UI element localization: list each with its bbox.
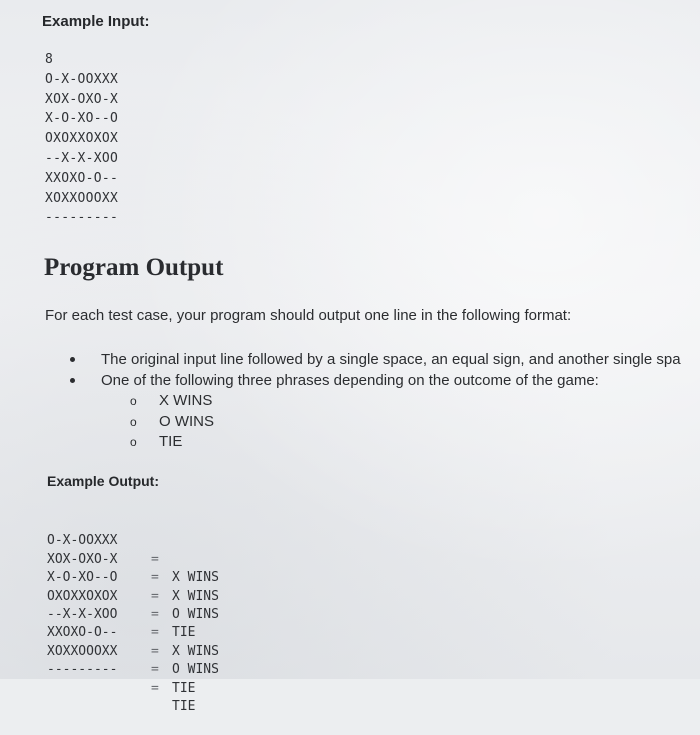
output-result: TIE — [172, 698, 196, 714]
input-line: 8 — [45, 52, 54, 67]
output-input: XXOXO-O-- — [47, 625, 118, 641]
example-input-block — [45, 50, 118, 228]
output-input: XOX-OXO-X — [47, 551, 118, 567]
input-line: XOX-OXO-X — [45, 91, 119, 107]
output-result: O WINS — [172, 662, 219, 678]
output-result: TIE — [172, 680, 196, 696]
equals-sign: = — [151, 680, 159, 696]
sub-bullet-icon: o — [130, 394, 137, 408]
output-input: OXOXXOXOX — [47, 588, 118, 604]
input-line: --------- — [45, 210, 119, 226]
program-output-description: For each test case, your program should output one line in the following format: — [45, 307, 572, 324]
bullet-icon — [70, 357, 75, 362]
input-line: X-O-XO--O — [45, 111, 119, 127]
input-line: XOXXOOOXX — [45, 190, 119, 206]
example-output-heading: Example Output: — [47, 473, 160, 489]
example-output-block — [47, 514, 219, 714]
equals-sign: = — [151, 570, 159, 586]
bullet-text: One of the following three phrases depending on the outcome of the game: — [101, 372, 599, 389]
output-input: X-O-XO--O — [47, 570, 118, 586]
example-input-heading: Example Input: — [42, 13, 150, 30]
input-line: XXOXO-O-- — [45, 170, 119, 186]
program-output-heading: Program Output — [44, 254, 224, 281]
input-line: --X-X-XOO — [45, 150, 119, 166]
equals-sign: = — [151, 643, 159, 659]
bullet-text: The original input line followed by a single space, an equal sign, and another single spa — [101, 351, 681, 368]
output-result: TIE — [172, 625, 196, 641]
equals-sign: = — [151, 606, 159, 622]
output-input: --X-X-XOO — [47, 606, 118, 622]
output-result: X WINS — [172, 643, 219, 659]
outcome-text: O WINS — [159, 412, 214, 430]
equals-sign: = — [151, 625, 159, 641]
output-result: X WINS — [172, 588, 219, 604]
output-result: O WINS — [172, 607, 219, 622]
equals-sign: = — [151, 588, 159, 604]
equals-sign: = — [151, 662, 159, 678]
outcome-text: TIE — [159, 433, 183, 450]
bullet-icon — [70, 378, 75, 383]
equals-sign: = — [151, 551, 159, 567]
output-result: X WINS — [172, 570, 219, 586]
sub-bullet-icon: o — [130, 435, 137, 449]
output-input: --------- — [47, 662, 118, 678]
input-line: O-X-OOXXX — [45, 71, 119, 87]
output-input: O-X-OOXXX — [47, 533, 118, 549]
input-line: OXOXXOXOX — [45, 131, 119, 147]
output-input: XOXXOOOXX — [47, 643, 118, 659]
outcome-text: X WINS — [159, 392, 213, 409]
sub-bullet-icon: o — [130, 414, 137, 429]
